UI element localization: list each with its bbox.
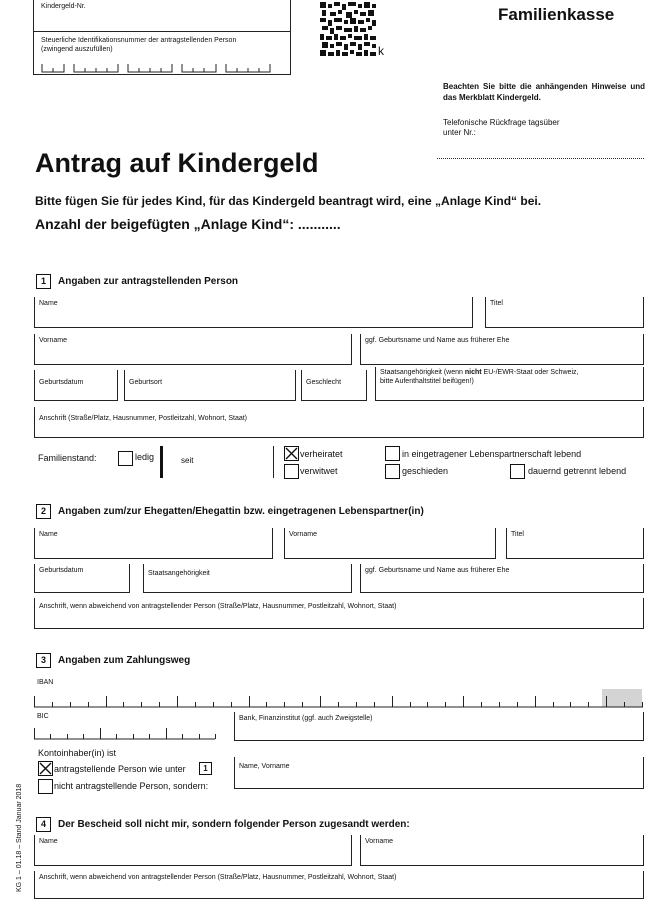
phone-input[interactable] [437,158,644,159]
s4-name-field[interactable] [34,835,352,866]
section-1-number: 1 [36,274,51,289]
kontoinhaber-name-field[interactable] [234,757,644,789]
section-3-title: Angaben zum Zahlungsweg [58,655,191,666]
bic-field[interactable] [34,712,216,740]
barcode [320,2,376,56]
s1-anschrift-field[interactable] [34,407,644,438]
steuer-id-input[interactable] [34,52,290,74]
form-id: KG 1 – 01.18 – Stand Januar 2018 [16,783,23,892]
section-1-title: Angaben zur antragstellenden Person [58,276,239,287]
s1-vorname-label: Vorname [39,337,68,344]
section-4-number: 4 [36,817,51,832]
iban-label: IBAN [37,679,54,686]
kontoinhaber-antragsteller-label: antragstellende Person wie unter [54,764,186,774]
s2-name-label: Name [39,531,58,538]
s1-titel-label: Titel [490,300,503,307]
phone-label: Telefonische Rückfrage tagsüber [443,118,560,127]
steuer-id-note: (zwingend auszufüllen) [41,46,113,53]
geschieden-checkbox[interactable] [385,464,400,479]
s4-anschrift-field[interactable] [34,871,644,899]
s4-anschrift-label: Anschrift, wenn abweichend von antragstellender Person (Straße/Platz, Hausnummer, Postleitzahl, Wohnort, Staat) [39,874,397,881]
getrennt-label: dauernd getrennt lebend [528,466,627,476]
verheiratet-checkbox[interactable] [284,446,299,461]
kindergeld-nr-label: Kindergeld-Nr. [41,3,86,10]
phone-sub: unter Nr.: [443,128,476,137]
lebenspartner-label: in eingetragener Lebenspartnerschaft lebend [402,449,582,459]
s2-staat-field[interactable] [143,564,352,593]
s1-geburtsdatum-label: Geburtsdatum [39,379,84,386]
s1-geburtsort-field[interactable] [124,370,296,401]
seit-label: seit [181,456,194,465]
bank-field[interactable] [234,712,644,741]
header-id-box [33,0,291,75]
verwitwet-checkbox[interactable] [284,464,299,479]
kontoinhaber-andere-label: nicht antragstellende Person, sondern: [54,781,209,791]
anlage-instruction: Bitte fügen Sie für jedes Kind, für das Kindergeld beantragt wird, eine „Anlage Kind“ bei. [35,194,542,208]
verheiratet-label: verheiratet [300,449,343,459]
merkblatt-notice: Beachten Sie bitte die anhängenden Hinweise und das Merkblatt Kindergeld. [443,82,645,102]
s2-titel-label: Titel [511,531,524,538]
s1-vorname-field[interactable] [34,334,352,365]
s2-staat-label: Staatsangehörigkeit [148,570,210,577]
familienstand-label: Familienstand: [38,453,97,463]
s1-name-field[interactable] [34,297,473,328]
s1-geburtsdatum-field[interactable] [34,370,118,401]
geschieden-label: geschieden [402,466,449,476]
page-title: Antrag auf Kindergeld [35,148,319,178]
anlage-count: Anzahl der beigefügten „Anlage Kind“: ........... [35,216,341,232]
s1-geschlecht-field[interactable] [301,370,367,401]
s1-geburtsname-label: ggf. Geburtsname und Name aus früherer Ehe [365,337,510,344]
section-4-title: Der Bescheid soll nicht mir, sondern folgender Person zugesandt werden: [58,819,410,830]
steuer-id-label: Steuerliche Identifikationsnummer der antragstellenden Person [41,37,237,44]
checkmark-x-icon [285,447,298,460]
s1-staat-field[interactable] [375,367,644,401]
section-2-title: Angaben zum/zur Ehegatten/Ehegattin bzw. eingetragenen Lebenspartner(in) [58,506,424,517]
section-2-number: 2 [36,504,51,519]
s2-vorname-label: Vorname [289,531,318,538]
ledig-checkbox[interactable] [118,451,133,466]
s2-geburtsname-field[interactable] [360,564,644,593]
barcode-suffix: k [378,44,384,58]
s1-geschlecht-label: Geschlecht [306,379,342,386]
s1-anschrift-label: Anschrift (Straße/Platz, Hausnummer, Postleitzahl, Wohnort, Staat) [39,415,248,422]
kindergeld-nr-input[interactable] [40,14,284,30]
s2-anschrift-field[interactable] [34,598,644,629]
s2-geburtsdatum-field[interactable] [34,564,130,593]
s2-titel-field[interactable] [506,528,644,559]
s4-vorname-label: Vorname [365,838,394,845]
s1-geburtsort-label: Geburtsort [129,379,163,386]
section-1-ref-box: 1 [199,762,212,775]
seit-field[interactable] [160,446,274,478]
ledig-label: ledig [135,452,155,462]
agency-name: Familienkasse [498,5,615,24]
s2-anschrift-label: Anschrift, wenn abweichend von antragstellender Person (Straße/Platz, Hausnummer, Postleitzahl, Wohnort, Staat) [39,603,397,610]
kontoinhaber-label: Kontoinhaber(in) ist [38,748,117,758]
s2-vorname-field[interactable] [284,528,496,559]
s4-vorname-field[interactable] [360,835,644,866]
kontoinhaber-andere-checkbox[interactable] [38,779,53,794]
verwitwet-label: verwitwet [300,466,338,476]
s1-name-label: Name [39,300,58,307]
bank-label: Bank, Finanzinstitut (ggf. auch Zweigstelle) [239,715,373,722]
s1-staat-label: Staatsangehörigkeit (wenn nicht EU-/EWR-Staat oder Schweiz, bitte Aufenthaltstitel beifügen!) [380,369,579,385]
s2-geburtsdatum-label: Geburtsdatum [39,567,84,574]
s1-titel-field[interactable] [485,297,644,328]
s1-geburtsname-field[interactable] [360,334,644,365]
section-3-number: 3 [36,653,51,668]
kontoinhaber-name-label: Name, Vorname [239,763,290,770]
lebenspartner-checkbox[interactable] [385,446,400,461]
s2-geburtsname-label: ggf. Geburtsname und Name aus früherer Ehe [365,567,510,574]
s4-name-label: Name [39,838,58,845]
s2-name-field[interactable] [34,528,273,559]
bic-label: BIC [37,713,49,720]
kontoinhaber-antragsteller-checkbox[interactable] [38,761,53,776]
iban-field[interactable] [34,678,643,708]
checkmark-x-icon [39,762,52,775]
getrennt-checkbox[interactable] [510,464,525,479]
